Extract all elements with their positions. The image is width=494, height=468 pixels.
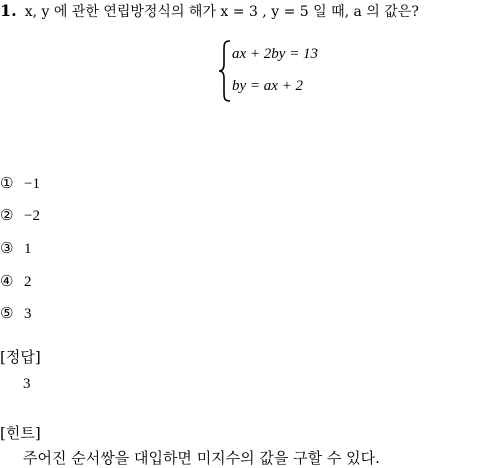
- equation-1: ax + 2by = 13: [232, 46, 319, 62]
- answer-title: [정답]: [0, 348, 41, 366]
- choice-marker: ①: [0, 174, 14, 192]
- choice-4[interactable]: [0, 271, 32, 292]
- question-line: [0, 1, 419, 22]
- choice-value: −1: [24, 176, 40, 192]
- choice-value: 1: [24, 241, 32, 257]
- choice-marker: ②: [0, 206, 14, 224]
- hint-text: 주어진 순서쌍을 대입하면 미지수의 값을 구할 수 있다.: [23, 449, 380, 467]
- choice-marker: ④: [0, 272, 14, 290]
- choice-value: 2: [24, 274, 32, 290]
- left-brace-icon: [218, 40, 232, 102]
- question-text: x, y 에 관한 연립방정식의 해가 x = 3 , y = 5 일 때, a 의 값은?: [24, 4, 419, 20]
- equation-system: [218, 40, 368, 104]
- answer-value: 3: [23, 376, 31, 392]
- choice-marker: ③: [0, 239, 14, 257]
- hint-title: [힌트]: [0, 424, 41, 442]
- choice-value: −2: [24, 208, 40, 224]
- equation-2: by = ax + 2: [232, 78, 304, 94]
- choice-2[interactable]: [0, 205, 40, 226]
- choice-value: 3: [24, 306, 32, 322]
- question-number: 1.: [0, 1, 17, 20]
- choice-5[interactable]: [0, 303, 32, 324]
- choice-3[interactable]: [0, 238, 32, 259]
- choice-marker: ⑤: [0, 304, 14, 322]
- choice-1[interactable]: [0, 173, 40, 194]
